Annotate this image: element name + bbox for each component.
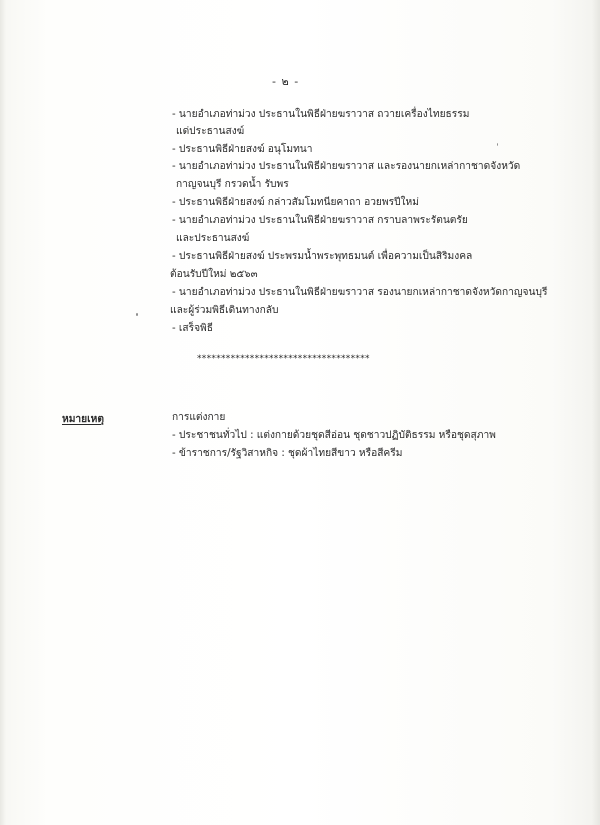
agenda-line: - ประธานพิธีฝ่ายสงฆ์ ประพรมน้ำพระพุทธมนต์ เพื่อความเป็นสิริมงคล: [172, 251, 473, 262]
agenda-line: แด่ประธานสงฆ์: [176, 126, 245, 137]
agenda-line: - นายอำเภอท่าม่วง ประธานในพิธีฝ่ายฆราวาส และรองนายกเหล่ากาชาดจังหวัด: [172, 161, 521, 172]
scan-speck: [136, 313, 138, 316]
remarks-title: การแต่งกาย: [172, 412, 226, 423]
agenda-line: - ประธานพิธีฝ่ายสงฆ์ กล่าวสัมโมทนียคาถา อวยพรปีใหม่: [172, 197, 419, 208]
remarks-item: - ประชาชนทั่วไป : แต่งกายด้วยชุดสีอ่อน ชุดชาวปฏิบัติธรรม หรือชุดสุภาพ: [172, 430, 496, 441]
agenda-line: - นายอำเภอท่าม่วง ประธานในพิธีฝ่ายฆราวาส กราบลาพระรัตนตรัย: [172, 215, 468, 226]
agenda-line: - นายอำเภอท่าม่วง ประธานในพิธีฝ่ายฆราวาส รองนายกเหล่ากาชาดจังหวัดกาญจนบุรี: [172, 287, 548, 298]
agenda-line: กาญจนบุรี กรวดน้ำ รับพร: [176, 179, 289, 190]
page-edge-shadow: [592, 0, 600, 825]
scan-speck: [497, 143, 498, 146]
page-edge-shadow: [0, 0, 6, 825]
remarks-item: - ข้าราชการ/รัฐวิสาหกิจ : ชุดผ้าไทยสีขาว หรือสีครีม: [172, 448, 403, 459]
separator-stars: ************************************: [197, 354, 370, 364]
agenda-line: - ประธานพิธีฝ่ายสงฆ์ อนุโมทนา: [172, 144, 313, 155]
agenda-line: - นายอำเภอท่าม่วง ประธานในพิธีฝ่ายฆราวาส ถวายเครื่องไทยธรรม: [172, 109, 470, 120]
remarks-label: หมายเหตุ: [62, 414, 104, 425]
agenda-line: และประธานสงฆ์: [176, 233, 250, 244]
agenda-line: และผู้ร่วมพิธีเดินทางกลับ: [170, 305, 279, 316]
agenda-line: - เสร็จพิธี: [172, 323, 213, 334]
page-number: - ๒ -: [272, 75, 300, 88]
agenda-line: ต้อนรับปีใหม่ ๒๕๖๓: [170, 269, 258, 280]
